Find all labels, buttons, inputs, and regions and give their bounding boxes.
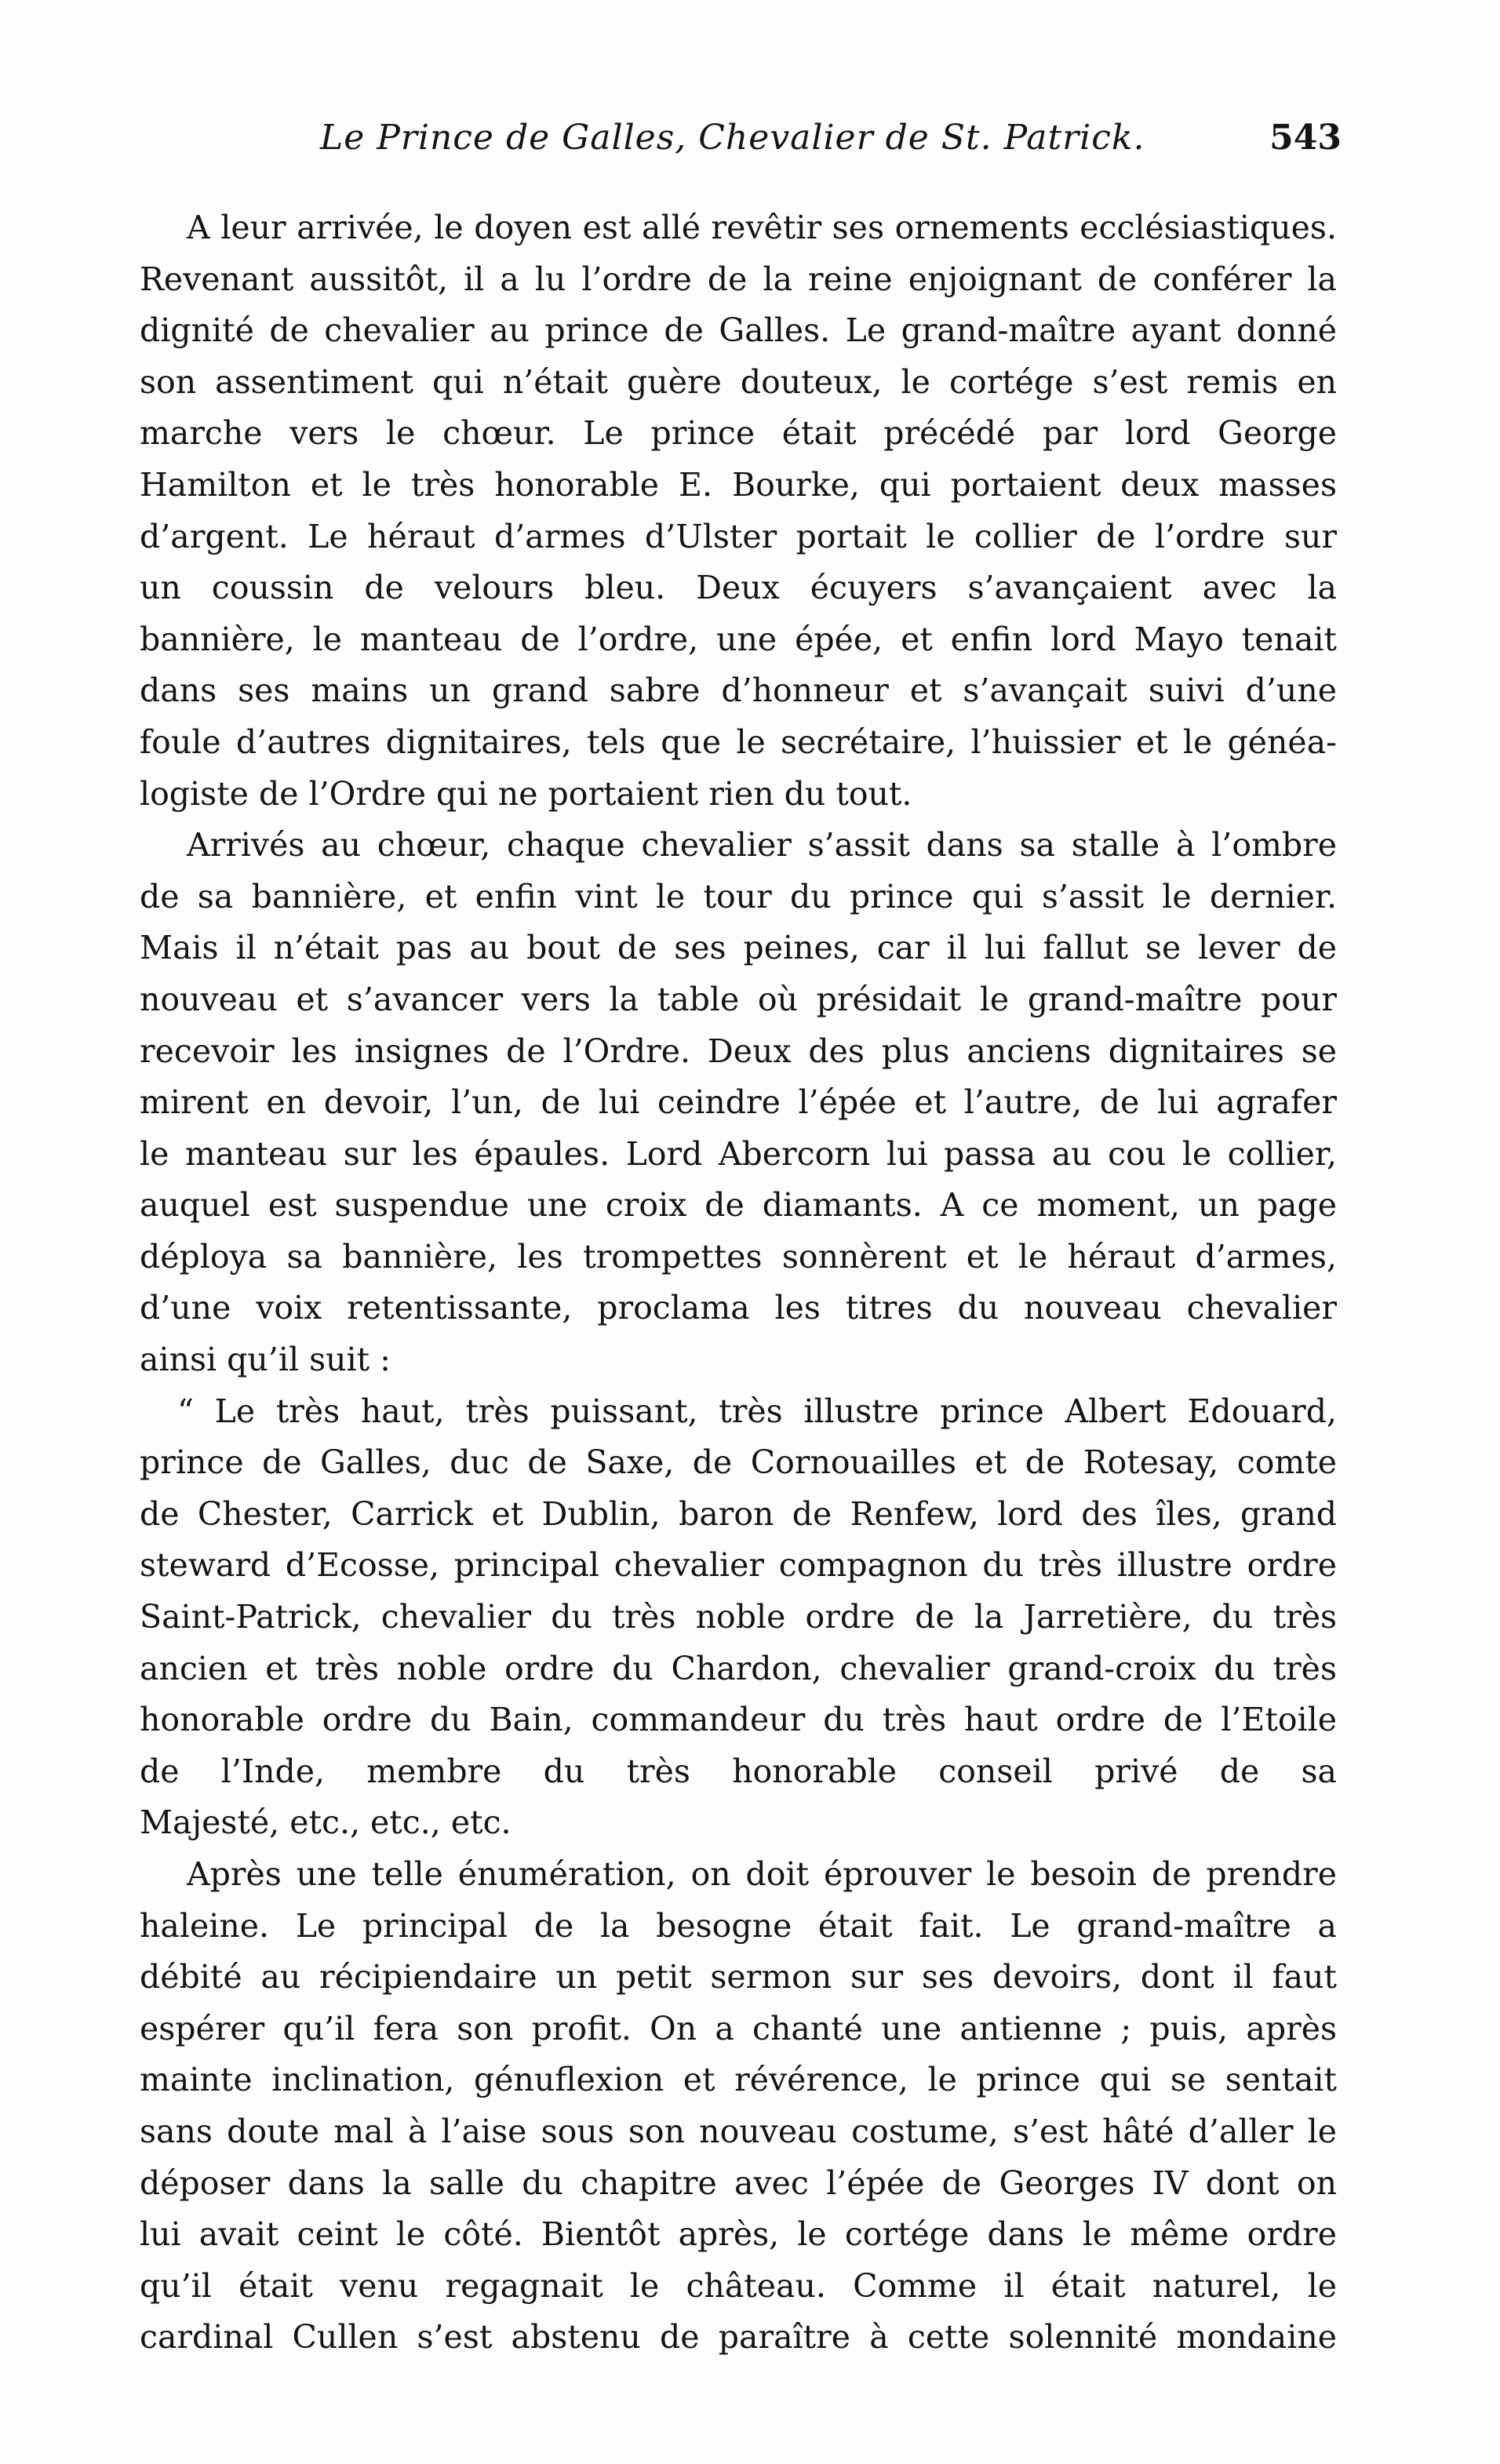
text-line: mirent en devoir, l’un, de lui ceindre l’épée et l’autre, de lui agrafer: [140, 1083, 1337, 1122]
paragraph-3-quote: [140, 1386, 1337, 1849]
text-line: “ Le très haut, très puissant, très illustre prince Albert Edouard,: [177, 1392, 1337, 1430]
text-line: de l’Inde, membre du très honorable conseil privé de sa: [140, 1752, 1337, 1790]
page-header: [140, 118, 1348, 180]
text-line: son assentiment qui n’était guère douteux, le cortége s’est remis en: [140, 362, 1337, 401]
text-line: logiste de l’Ordre qui ne portaient rien du tout.: [140, 774, 912, 813]
text-line: Après une telle énumération, on doit éprouver le besoin de prendre: [187, 1855, 1337, 1893]
text-line: haleine. Le principal de la besogne était fait. Le grand-maître a: [140, 1906, 1337, 1945]
body-text: [140, 202, 1337, 2364]
text-line: Arrivés au chœur, chaque chevalier s’assit dans sa stalle à l’ombre: [187, 826, 1337, 864]
paragraph-2: [140, 820, 1337, 1386]
text-line: Revenant aussitôt, il a lu l’ordre de la reine enjoignant de conférer la: [140, 260, 1337, 298]
text-line: de sa bannière, et enfin vint le tour du prince qui s’assit le dernier.: [140, 877, 1337, 915]
paragraph-1: [140, 202, 1337, 820]
text-line: marche vers le chœur. Le prince était précédé par lord George: [140, 414, 1337, 453]
text-line: déposer dans la salle du chapitre avec l’épée de Georges IV dont on: [140, 2164, 1337, 2202]
text-line: mainte inclination, génuflexion et révérence, le prince qui se sentait: [140, 2061, 1337, 2099]
paragraph-4: [140, 1849, 1337, 2364]
text-line: Hamilton et le très honorable E. Bourke, qui portaient deux masses: [140, 465, 1337, 504]
text-line: recevoir les insignes de l’Ordre. Deux des plus anciens dignitaires se: [140, 1032, 1337, 1070]
text-line: bannière, le manteau de l’ordre, une épée, et enfin lord Mayo tenait: [140, 620, 1337, 658]
text-line: sans doute mal à l’aise sous son nouveau costume, s’est hâté d’aller le: [140, 2112, 1337, 2150]
text-line: ancien et très noble ordre du Chardon, chevalier grand-croix du très: [140, 1649, 1337, 1687]
running-title: Le Prince de Galles, Chevalier de St. Patrick.: [320, 118, 1145, 158]
text-line: foule d’autres dignitaires, tels que le secrétaire, l’huissier et le généa-: [140, 722, 1337, 761]
text-line: un coussin de velours bleu. Deux écuyers s’avançaient avec la: [140, 569, 1337, 607]
text-line: prince de Galles, duc de Saxe, de Cornouailles et de Rotesay, comte: [140, 1443, 1337, 1482]
text-line: lui avait ceint le côté. Bientôt après, le cortége dans le même ordre: [140, 2215, 1337, 2254]
page-number: 543: [1269, 118, 1342, 158]
text-line: auquel est suspendue une croix de diamants. A ce moment, un page: [140, 1186, 1337, 1225]
text-line: débité au récipiendaire un petit sermon sur ses devoirs, dont il faut: [140, 1958, 1337, 1996]
text-line: Mais il n’était pas au bout de ses peines, car il lui fallut se lever de: [140, 929, 1337, 967]
text-line: ainsi qu’il suit :: [140, 1341, 391, 1379]
text-line: dans ses mains un grand sabre d’honneur et s’avançait suivi d’une: [140, 672, 1337, 710]
text-line: Majesté, etc., etc., etc.: [140, 1803, 512, 1842]
text-line: Saint-Patrick, chevalier du très noble ordre de la Jarretière, du très: [140, 1598, 1337, 1636]
text-line: de Chester, Carrick et Dublin, baron de Renfew, lord des îles, grand: [140, 1494, 1337, 1533]
text-line: déploya sa bannière, les trompettes sonnèrent et le héraut d’armes,: [140, 1237, 1337, 1276]
text-line: cardinal Cullen s’est abstenu de paraître à cette solennité mondaine: [140, 2318, 1337, 2357]
text-line: nouveau et s’avancer vers la table où présidait le grand-maître pour: [140, 980, 1337, 1018]
text-line: A leur arrivée, le doyen est allé revêtir ses ornements ecclésiastiques.: [187, 209, 1337, 246]
text-line: espérer qu’il fera son profit. On a chanté une antienne ; puis, après: [140, 2009, 1337, 2047]
text-line: dignité de chevalier au prince de Galles. Le grand-maître ayant donné: [140, 311, 1337, 350]
text-line: qu’il était venu regagnait le château. Comme il était naturel, le: [140, 2266, 1337, 2305]
text-line: le manteau sur les épaules. Lord Abercorn lui passa au cou le collier,: [140, 1134, 1337, 1173]
text-line: steward d’Ecosse, principal chevalier compagnon du très illustre ordre: [140, 1546, 1337, 1585]
text-line: d’argent. Le héraut d’armes d’Ulster portait le collier de l’ordre sur: [140, 517, 1337, 555]
text-line: d’une voix retentissante, proclama les titres du nouveau chevalier: [140, 1289, 1337, 1327]
text-line: honorable ordre du Bain, commandeur du très haut ordre de l’Etoile: [140, 1701, 1337, 1739]
